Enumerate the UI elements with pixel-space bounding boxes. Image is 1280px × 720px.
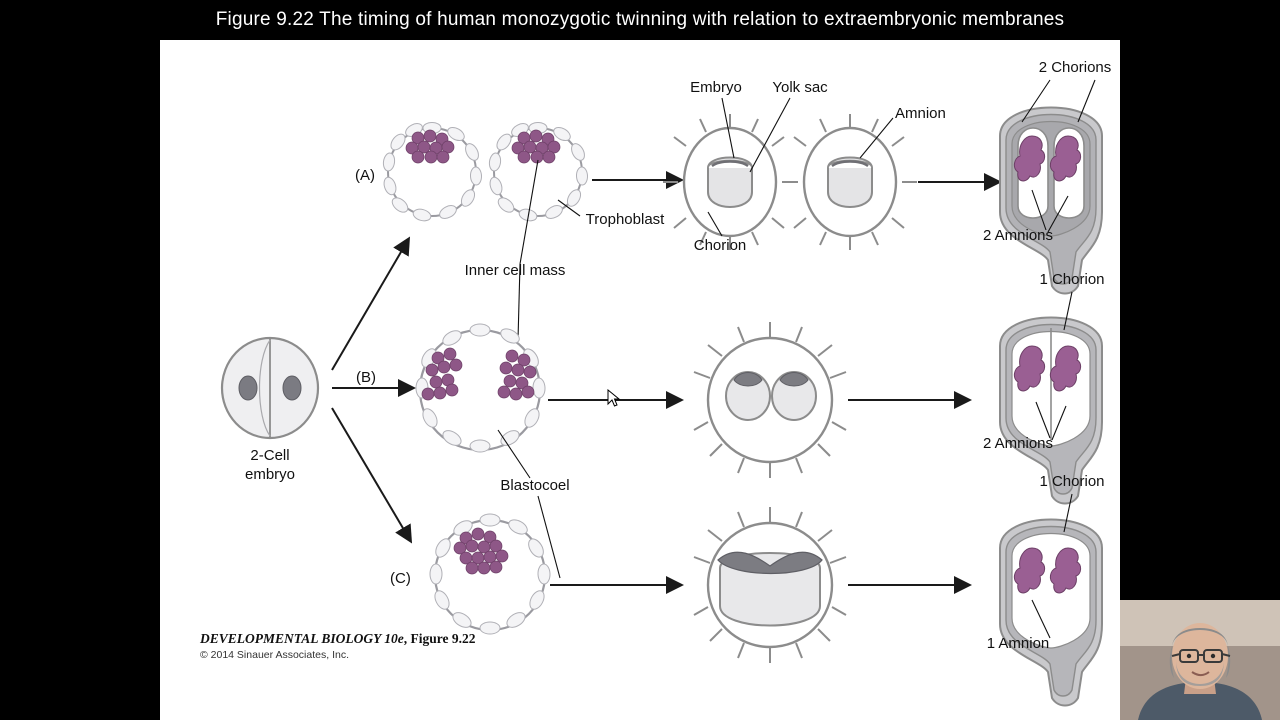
figure-title-bar [0, 0, 1280, 40]
pathway-c-outcome-bottom: 1 Amnion [986, 635, 1050, 652]
pathway-b-label: (B) [356, 369, 376, 386]
label-trophoblast: Trophoblast [585, 211, 665, 228]
twinning-diagram [160, 40, 1120, 720]
pathway-b-outcome-bottom: 2 Amnions [982, 435, 1054, 452]
label-chorion: Chorion [693, 237, 747, 254]
mouse-cursor [607, 389, 621, 407]
pathway-c-label: (C) [390, 570, 411, 587]
two-cell-embryo-label-2: embryo [244, 466, 296, 483]
credit-book [200, 631, 476, 647]
pathway-c-outcome-top: 1 Chorion [1039, 473, 1105, 490]
credit-figure-number: , Figure 9.22 [403, 631, 476, 646]
label-blastocoel: Blastocoel [500, 477, 570, 494]
label-inner-cell-mass: Inner cell mass [464, 262, 566, 279]
pathway-b-outcome-top: 1 Chorion [1039, 271, 1105, 288]
credit-copyright: © 2014 Sinauer Associates, Inc. [200, 649, 349, 661]
label-amnion: Amnion [895, 105, 946, 122]
pathway-a-outcome-top: 2 Chorions [1038, 59, 1112, 76]
webcam-overlay[interactable] [1120, 600, 1280, 720]
page-title: Figure 9.22 The timing of human monozygotic twinning with relation to extraembryonic membranes [215, 9, 1065, 30]
figure-canvas [160, 40, 1120, 720]
pathway-a-outcome-bottom: 2 Amnions [982, 227, 1054, 244]
pathway-a-label: (A) [355, 167, 375, 184]
two-cell-embryo-label-1: 2-Cell [250, 447, 290, 464]
label-embryo: Embryo [690, 79, 742, 96]
label-yolk-sac: Yolk sac [772, 79, 828, 96]
credit-book-title: DEVELOPMENTAL BIOLOGY 10e [200, 631, 404, 646]
